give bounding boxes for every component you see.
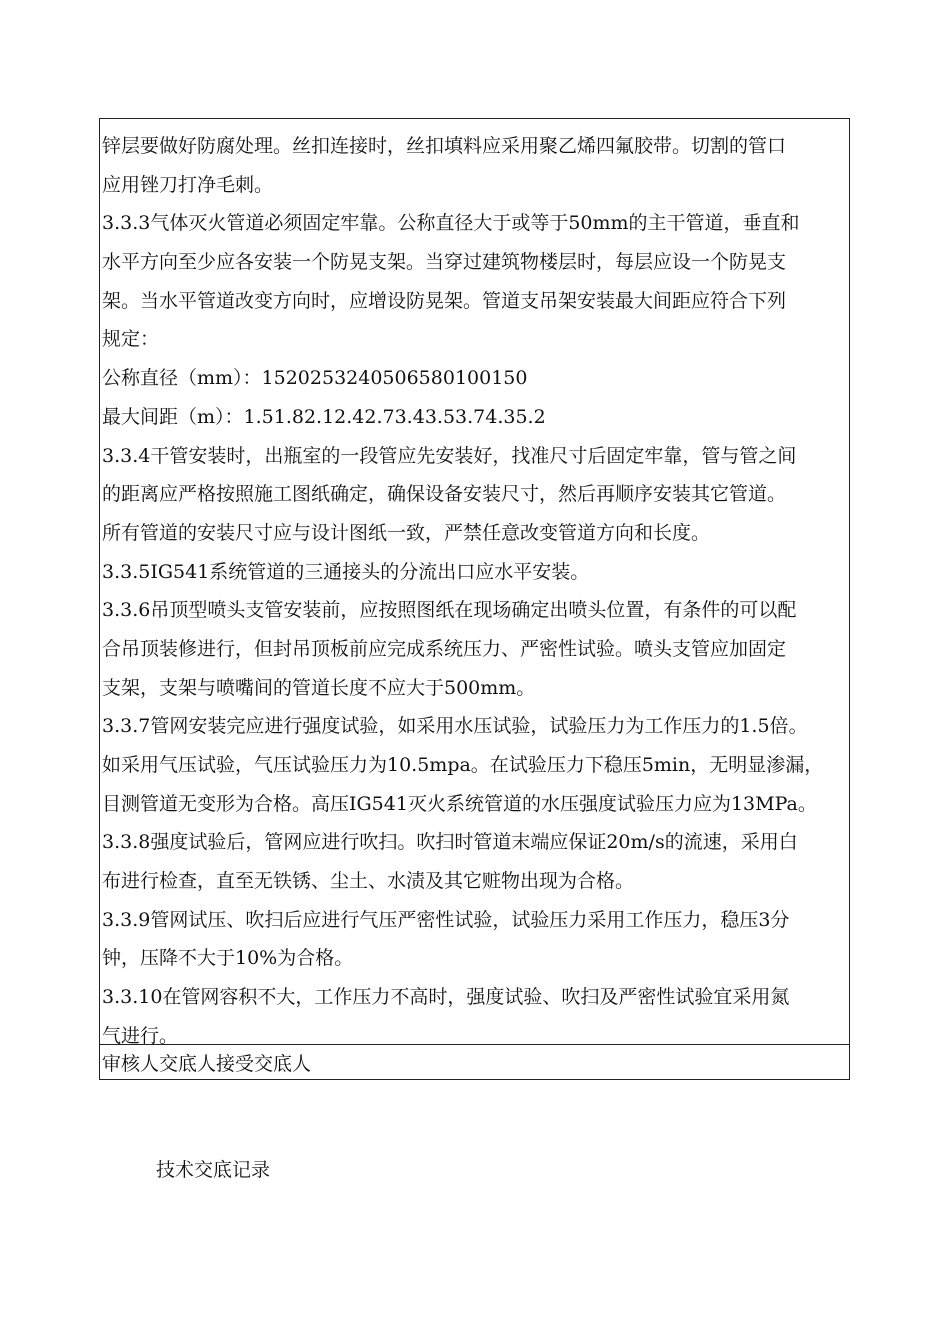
- text-line: 架。当水平管道改变方向时，应增设防晃架。管道支吊架安装最大间距应符合下列: [102, 289, 787, 312]
- text-line: 气进行。: [102, 1024, 179, 1047]
- text-line: 3.3.3气体灭火管道必须固定牢靠。公称直径大于或等于50mm的主干管道，垂直和: [102, 212, 800, 235]
- record-title: 技术交底记录: [156, 1159, 271, 1181]
- text-line: 公称直径（mm）：15202532405065801001​50: [102, 367, 528, 390]
- text-line: 3.3.6吊顶型喷头支管安装前，应按照图纸在现场确定出喷头位置，有条件的可以配: [102, 599, 797, 622]
- signature-row: 审核人交底人接受交底人: [102, 1053, 312, 1075]
- text-line: 所有管道的安装尺寸应与设计图纸一致，严禁任意改变管道方向和长度。: [102, 521, 711, 544]
- text-line: 水平方向至少应各安装一个防晃支架。当穿过建筑物楼层时，每层应设一个防晃支: [102, 251, 787, 274]
- text-line: 如采用气压试验，气压试验压力为10.5mpa。在试验压力下稳压5min，无明显渗漏，: [102, 754, 824, 776]
- text-line: 规定：: [102, 328, 160, 351]
- text-line: 3.3.10在管网容积不大，工作压力不高时，强度试验、吹扫及严密性试验宜采用氮: [102, 986, 790, 1009]
- text-line: 的距离应严格按照施工图纸确定，确保设备安装尺寸，然后再顺序安装其它管道。: [102, 483, 787, 506]
- text-line: 布进行检查，直至无铁锈、尘土、水渍及其它赃物出现为合格。: [102, 870, 635, 893]
- table-divider: [100, 1044, 849, 1045]
- text-line: 3.3.9管网试压、吹扫后应进行气压严密性试验，试验压力采用工作压力，稳压3分: [102, 908, 790, 931]
- text-line: 应用锉刀打净毛刺。: [102, 173, 274, 196]
- text-line: 合吊顶装修进行，但封吊顶板前应完成系统压力、严密性试验。喷头支管应加固定: [102, 637, 787, 660]
- text-line: 支架，支架与喷嘴间的管道长度不应大于500mm。: [102, 676, 536, 699]
- text-line: 目测管道无变形为合格。高压IG541灭火系统管道的水压强度试验压力应为13MPa。: [102, 792, 817, 815]
- text-line: 3.3.5IG541系统管道的三通接头的分流出口应水平安装。: [102, 560, 590, 583]
- text-line: 3.3.7管网安装完应进行强度试验，如采用水压试验，试验压力为工作压力的1.5倍。: [102, 715, 808, 738]
- text-line: 最大间距（m）：1.51.82.12.42.73.43.53.74.35.2: [102, 405, 546, 428]
- text-line: 3.3.8强度试验后，管网应进行吹扫。吹扫时管道末端应保证20m/s的流速，采用白: [102, 831, 798, 854]
- text-line: 锌层要做好防腐处理。丝扣连接时，丝扣填料应采用聚乙烯四氟胶带。切割的管口: [102, 135, 787, 157]
- body-text: [102, 127, 847, 1056]
- text-line: 钟，压降不大于10%为合格。: [102, 947, 354, 970]
- content-table: [99, 118, 850, 1080]
- text-line: 3.3.4干管安装时，出瓶室的一段管应先安装好，找准尺寸后固定牢靠，管与管之间: [102, 444, 797, 467]
